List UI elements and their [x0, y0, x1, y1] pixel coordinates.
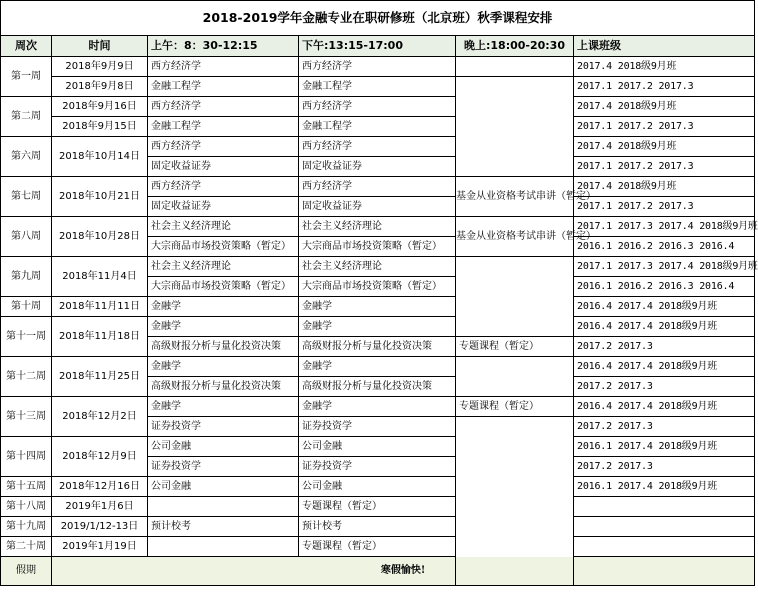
week-label: 第十一周	[1, 317, 52, 357]
afternoon-course: 公司金融	[299, 477, 456, 497]
class-cell: 2017.2 2017.3	[574, 457, 755, 477]
evening-course: 专题课程（暂定）	[456, 337, 574, 357]
week-label: 第十九周	[1, 517, 52, 537]
morning-course: 金融学	[148, 297, 299, 317]
afternoon-course: 大宗商品市场投资策略（暂定）	[299, 237, 456, 257]
table-row	[1, 117, 755, 137]
table-row	[1, 477, 755, 497]
table-row	[1, 97, 755, 117]
class-cell: 2017.1 2017.2 2017.3	[574, 77, 755, 97]
morning-course: 金融学	[148, 317, 299, 337]
table-row	[1, 497, 755, 517]
class-cell: 2016.4 2017.4 2018级9月班	[574, 397, 755, 417]
afternoon-course: 金融学	[299, 357, 456, 377]
morning-course: 社会主义经济理论	[148, 217, 299, 237]
table-row	[1, 217, 755, 237]
class-cell: 2016.1 2016.2 2016.3 2016.4	[574, 237, 755, 257]
date-cell: 2019/1/12-13日	[52, 517, 148, 537]
afternoon-course: 证券投资学	[299, 417, 456, 437]
class-cell: 2016.4 2017.4 2018级9月班	[574, 297, 755, 317]
morning-course: 社会主义经济理论	[148, 257, 299, 277]
class-cell: 2017.1 2017.3 2017.4 2018级9月班	[574, 257, 755, 277]
afternoon-course: 金融学	[299, 297, 456, 317]
class-cell: 2017.1 2017.2 2017.3	[574, 157, 755, 177]
afternoon-course: 大宗商品市场投资策略（暂定）	[299, 277, 456, 297]
class-cell: 2016.1 2017.4 2018级9月班	[574, 437, 755, 457]
morning-course: 高级财报分析与量化投资决策	[148, 337, 299, 357]
date-cell: 2018年9月9日	[52, 57, 148, 77]
afternoon-course: 西方经济学	[299, 137, 456, 157]
week-label: 第十八周	[1, 497, 52, 517]
afternoon-course: 金融学	[299, 397, 456, 417]
header-evening: 晚上:18:00-20:30	[456, 36, 574, 57]
table-row	[1, 317, 755, 337]
afternoon-course: 固定收益证券	[299, 157, 456, 177]
morning-course: 证券投资学	[148, 457, 299, 477]
date-cell: 2018年10月28日	[52, 217, 148, 257]
evening-cell	[456, 257, 574, 337]
class-cell: 2017.4 2018级9月班	[574, 57, 755, 77]
evening-cell	[456, 357, 574, 397]
morning-course: 西方经济学	[148, 137, 299, 157]
afternoon-course: 金融工程学	[299, 77, 456, 97]
table-row	[1, 297, 755, 317]
afternoon-course: 社会主义经济理论	[299, 217, 456, 237]
date-cell: 2018年11月11日	[52, 297, 148, 317]
date-cell: 2019年1月6日	[52, 497, 148, 517]
morning-course: 公司金融	[148, 477, 299, 497]
table-row	[1, 57, 755, 77]
morning-course	[148, 497, 299, 517]
table-title: 2018-2019学年金融专业在职研修班（北京班）秋季课程安排	[1, 1, 755, 36]
table-row	[1, 437, 755, 457]
table-row	[1, 397, 755, 417]
date-cell: 2018年11月4日	[52, 257, 148, 297]
afternoon-course: 金融学	[299, 317, 456, 337]
afternoon-course: 高级财报分析与量化投资决策	[299, 377, 456, 397]
evening-course: 基金从业资格考试串讲（暂定）	[456, 177, 574, 217]
class-cell: 2016.4 2017.4 2018级9月班	[574, 317, 755, 337]
morning-course: 公司金融	[148, 437, 299, 457]
afternoon-course: 固定收益证券	[299, 197, 456, 217]
evening-cell	[456, 77, 574, 177]
class-cell	[574, 517, 755, 537]
class-cell: 2017.1 2017.3 2017.4 2018级9月班	[574, 217, 755, 237]
afternoon-course: 西方经济学	[299, 177, 456, 197]
week-label: 第八周	[1, 217, 52, 257]
header-afternoon: 下午:13:15-17:00	[299, 36, 456, 57]
morning-course: 金融工程学	[148, 77, 299, 97]
week-label: 第十四周	[1, 437, 52, 477]
evening-course: 专题课程（暂定）	[456, 397, 574, 417]
week-label: 第二周	[1, 97, 52, 137]
table-row	[1, 517, 755, 537]
morning-course: 大宗商品市场投资策略（暂定）	[148, 237, 299, 257]
class-cell: 2017.2 2017.3	[574, 337, 755, 357]
evening-course: 基金从业资格考试串讲（暂定）	[456, 217, 574, 257]
class-cell	[574, 537, 755, 557]
week-label: 第七周	[1, 177, 52, 217]
holiday-label: 假期	[1, 557, 52, 586]
class-cell: 2016.4 2017.4 2018级9月班	[574, 357, 755, 377]
class-cell: 2016.1 2016.2 2016.3 2016.4	[574, 277, 755, 297]
afternoon-course: 高级财报分析与量化投资决策	[299, 337, 456, 357]
header-row	[1, 36, 755, 57]
class-cell: 2017.1 2017.2 2017.3	[574, 117, 755, 137]
morning-course: 固定收益证券	[148, 197, 299, 217]
table-row	[1, 537, 755, 557]
morning-course: 西方经济学	[148, 57, 299, 77]
date-cell: 2018年11月18日	[52, 317, 148, 357]
morning-course	[148, 537, 299, 557]
table-row	[1, 177, 755, 197]
table-row	[1, 257, 755, 277]
morning-course: 金融学	[148, 397, 299, 417]
holiday-message: 寒假愉快!	[52, 557, 755, 586]
date-cell: 2018年9月16日	[52, 97, 148, 117]
morning-course: 西方经济学	[148, 177, 299, 197]
date-cell: 2018年9月8日	[52, 77, 148, 97]
class-cell: 2017.2 2017.3	[574, 377, 755, 397]
morning-course: 金融工程学	[148, 117, 299, 137]
date-cell: 2018年12月2日	[52, 397, 148, 437]
week-label: 第六周	[1, 137, 52, 177]
header-week: 周次	[1, 36, 52, 57]
week-label: 第十周	[1, 297, 52, 317]
week-label: 第十五周	[1, 477, 52, 497]
morning-course: 金融学	[148, 357, 299, 377]
afternoon-course: 专题课程（暂定）	[299, 537, 456, 557]
date-cell: 2019年1月19日	[52, 537, 148, 557]
class-cell: 2017.4 2018级9月班	[574, 177, 755, 197]
morning-course: 预计校考	[148, 517, 299, 537]
header-class: 上课班级	[574, 36, 755, 57]
class-cell: 2017.4 2018级9月班	[574, 137, 755, 157]
week-label: 第一周	[1, 57, 52, 97]
week-label: 第二十周	[1, 537, 52, 557]
date-cell: 2018年11月25日	[52, 357, 148, 397]
date-cell: 2018年9月15日	[52, 117, 148, 137]
afternoon-course: 专题课程（暂定）	[299, 497, 456, 517]
afternoon-course: 证券投资学	[299, 457, 456, 477]
class-cell: 2017.4 2018级9月班	[574, 97, 755, 117]
afternoon-course: 西方经济学	[299, 57, 456, 77]
afternoon-course: 社会主义经济理论	[299, 257, 456, 277]
afternoon-course: 预计校考	[299, 517, 456, 537]
holiday-row	[1, 557, 755, 586]
week-label: 第十二周	[1, 357, 52, 397]
week-label: 第九周	[1, 257, 52, 297]
class-cell: 2017.1 2017.2 2017.3	[574, 197, 755, 217]
class-cell	[574, 497, 755, 517]
afternoon-course: 公司金融	[299, 437, 456, 457]
morning-course: 高级财报分析与量化投资决策	[148, 377, 299, 397]
date-cell: 2018年12月9日	[52, 437, 148, 477]
week-label: 第十三周	[1, 397, 52, 437]
header-time: 时间	[52, 36, 148, 57]
class-cell: 2016.1 2017.4 2018级9月班	[574, 477, 755, 497]
evening-cell	[456, 57, 574, 77]
date-cell: 2018年10月14日	[52, 137, 148, 177]
table-row	[1, 357, 755, 377]
afternoon-course: 金融工程学	[299, 117, 456, 137]
table-row	[1, 137, 755, 157]
morning-course: 证券投资学	[148, 417, 299, 437]
date-cell: 2018年10月21日	[52, 177, 148, 217]
morning-course: 大宗商品市场投资策略（暂定）	[148, 277, 299, 297]
table-row	[1, 77, 755, 97]
header-morning: 上午：8：30-12:15	[148, 36, 299, 57]
morning-course: 西方经济学	[148, 97, 299, 117]
class-cell: 2017.2 2017.3	[574, 417, 755, 437]
morning-course: 固定收益证券	[148, 157, 299, 177]
date-cell: 2018年12月16日	[52, 477, 148, 497]
afternoon-course: 西方经济学	[299, 97, 456, 117]
